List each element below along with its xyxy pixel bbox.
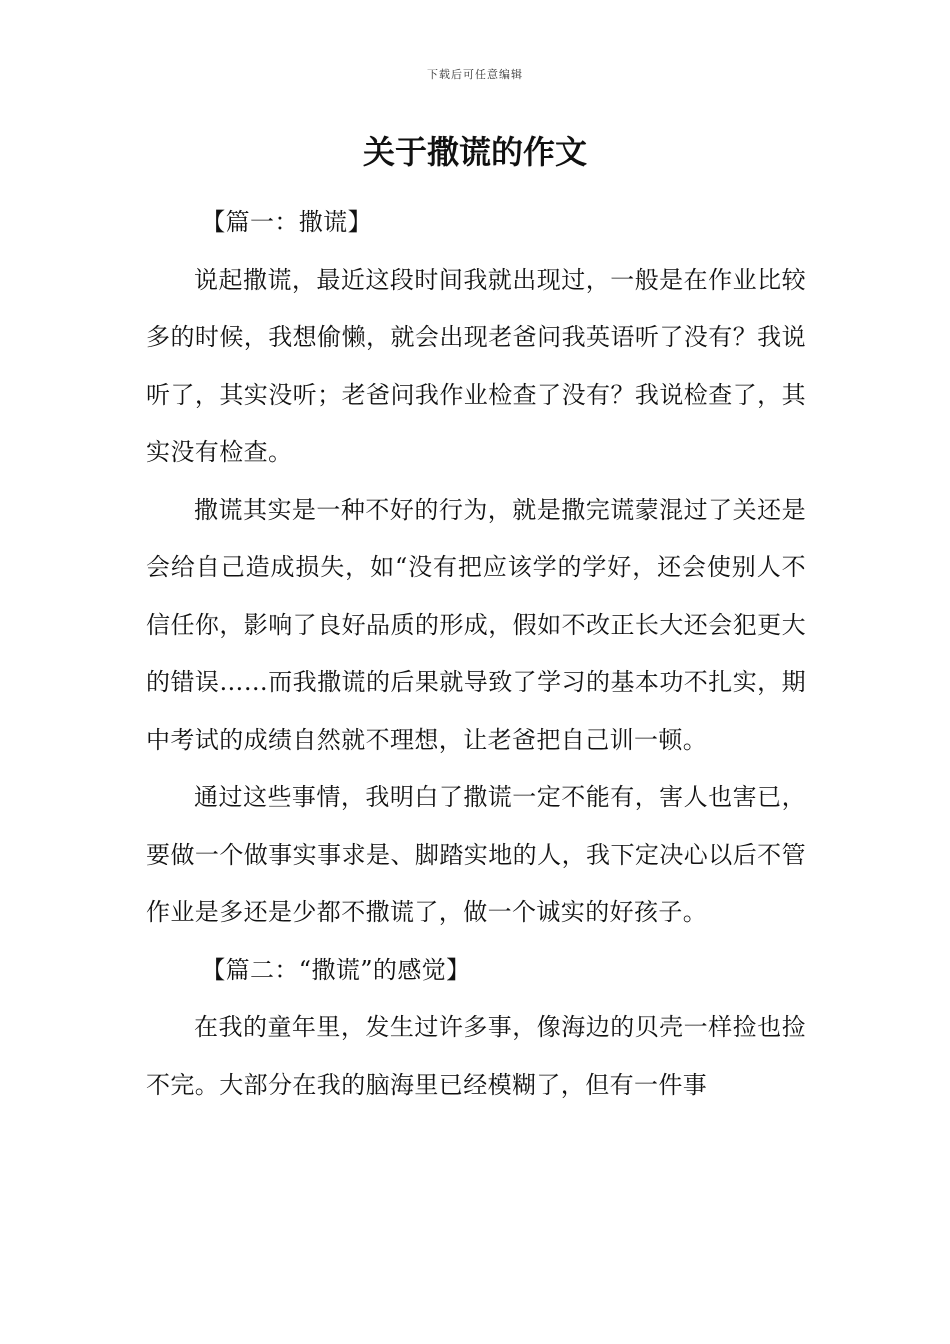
paragraph: 在我的童年里，发生过许多事，像海边的贝壳一样捡也捡不完。大部分在我的脑海里已经模糊了，但有一件事: [146, 1013, 806, 1099]
document-body: [146, 194, 806, 1114]
document-title: 关于撒谎的作文: [362, 133, 587, 171]
paragraph: 通过这些事情，我明白了撒谎一定不能有，害人也害已，要做一个做事实事求是、脚踏实地的人，我下定决心以后不管作业是多还是少都不撒谎了，做一个诚实的好孩子。: [146, 783, 806, 926]
paragraph: 撒谎其实是一种不好的行为，就是撒完谎蒙混过了关还是会给自己造成损失，如“没有把应该学的学好，还会使别人不信任你，影响了良好品质的形成，假如不改正长大还会犯更大的错误……而我撒谎的后果就导致了学习的基本功不扎实，期中考试的成绩自然就不理想，让老爸把自己训一顿。: [146, 495, 806, 754]
section-heading-2: 【篇二：“撒谎”的感觉】: [201, 955, 471, 984]
section-heading-1: 【篇一：撒谎】: [201, 208, 372, 236]
paragraph: 说起撒谎，最近这段时间我就出现过，一般是在作业比较多的时候，我想偷懒，就会出现老爸问我英语听了没有？我说听了，其实没听；老爸问我作业检查了没有？我说检查了，其实没有检查。: [146, 265, 806, 466]
header-note: 下载后可任意编辑: [427, 68, 523, 81]
